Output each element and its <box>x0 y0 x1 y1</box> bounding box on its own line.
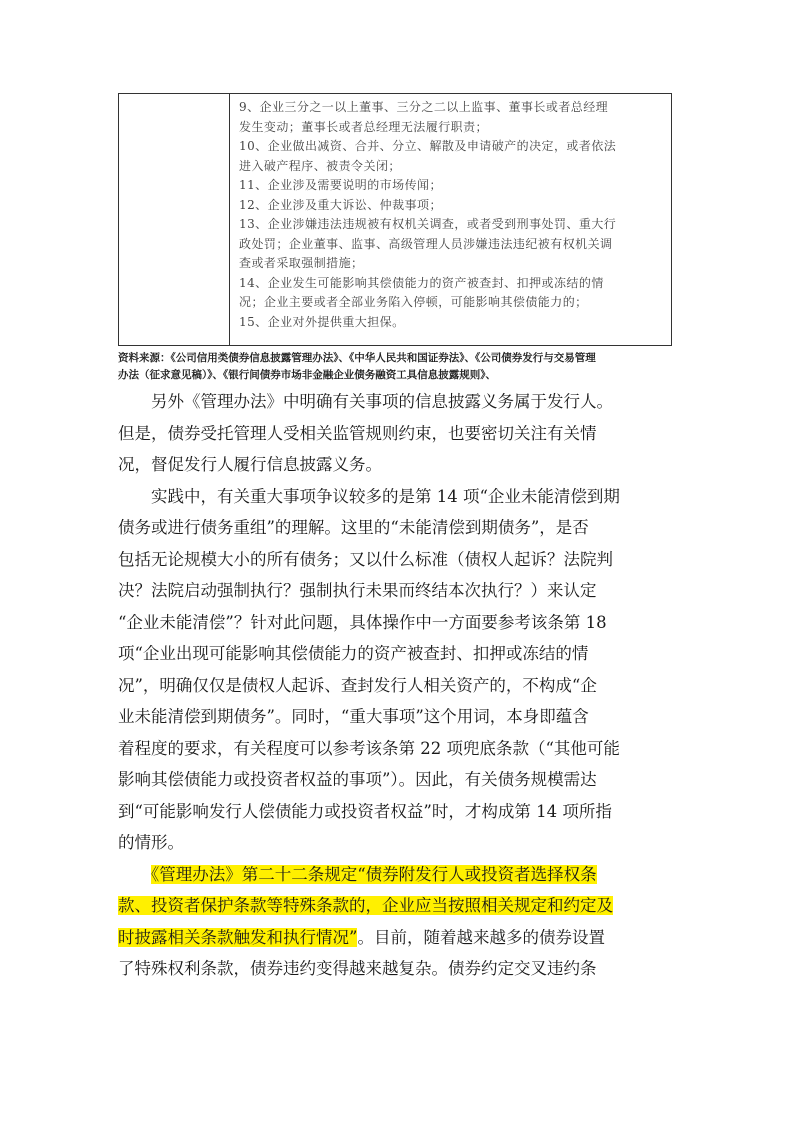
paragraph-3 <box>118 859 678 985</box>
source-note <box>118 350 678 384</box>
paragraph-2 <box>118 481 678 859</box>
text-line: 到“可能影响发行人偿债能力或投资者权益”时，才构成第 14 项所指 <box>118 801 612 821</box>
text-line: 着程度的要求，有关程度可以参考该条第 22 项兜底条款（“其他可能 <box>118 738 620 758</box>
source-line: 办法（征求意见稿）》、《银行间债券市场非金融企业债务融资工具信息披露规则》、 <box>118 369 496 381</box>
plain-text: 。目前，随着越来越多的债券设置 <box>357 927 605 947</box>
highlighted-text: 《管理办法》第二十二条规定“债券附发行人或投资者选择权条 <box>151 864 597 884</box>
text-line: 了特殊权利条款，债券违约变得越来越复杂。债券约定交叉违约条 <box>118 959 597 978</box>
text-line: 业未能清偿到期债务”。同时，“重大事项”这个用词，本身即蕴含 <box>118 707 589 726</box>
source-line: 资料来源：《公司信用类债券信息披露管理办法》、《中华人民共和国证券法》、《公司债券发行与交易管理 <box>118 352 596 364</box>
table-row: 政处罚；企业董事、监事、高级管理人员涉嫌违法违纪被有权机关调 <box>239 236 613 251</box>
indent <box>118 865 151 884</box>
table-left-cell <box>119 94 230 345</box>
table-right-cell <box>230 94 671 345</box>
text-line: 项“企业出现可能影响其偿债能力的资产被查封、扣押或冻结的情 <box>118 644 589 663</box>
paragraph-1 <box>118 386 678 481</box>
text-line: 但是，债券受托管理人受相关监管规则约束，也要密切关注有关情 <box>118 423 597 443</box>
table-row: 11、企业涉及需要说明的市场传闻； <box>239 178 442 192</box>
highlighted-text: 款、投资者保护条款等特殊条款的，企业应当按照相关规定和约定及 <box>118 896 613 915</box>
table-row: 13、企业涉嫌违法违规被有权机关调查，或者受到刑事处罚、重大行 <box>239 217 617 231</box>
highlighted-text: 时披露相关条款触发和执行情况” <box>118 927 358 947</box>
text-line: 的情形。 <box>118 833 184 852</box>
text-line: 债务或进行债务重组”的理解。这里的“未能清偿到期债务”，是否 <box>118 518 589 537</box>
table-row: 9、企业三分之一以上董事、三分之二以上监事、董事长或者总经理 <box>239 100 609 114</box>
text-line: 况”，明确仅仅是债权人起诉、查封发行人相关资产的，不构成“企 <box>118 675 597 695</box>
text-line: “企业未能清偿”？针对此问题，具体操作中一方面要参考该条第 18 <box>118 612 607 632</box>
text-line: 决？法院启动强制执行？强制执行未果而终结本次执行？）来认定 <box>118 581 597 600</box>
text-line: 包括无论规模大小的所有债务；又以什么标准（债权人起诉？法院判 <box>118 549 613 569</box>
table-row: 14、企业发生可能影响其偿债能力的资产被查封、扣押或冻结的情 <box>239 275 604 290</box>
disclosure-table <box>118 93 672 346</box>
table-row: 查或者采取强制措施； <box>239 256 364 270</box>
table-row: 发生变动；董事长或者总经理无法履行职责； <box>239 119 489 134</box>
text-line: 实践中，有关重大事项争议较多的是第 14 项“企业未能清偿到期 <box>118 486 620 506</box>
table-row: 12、企业涉及重大诉讼、仲裁事项； <box>239 197 442 212</box>
table-row: 进入破产程序、被责令关闭； <box>239 158 401 173</box>
table-row: 况；企业主要或者全部业务陷入停顿，可能影响其偿债能力的； <box>239 295 588 309</box>
body-text <box>118 386 678 985</box>
table-row: 10、企业做出减资、合并、分立、解散及申请破产的决定，或者依法 <box>239 139 617 153</box>
text-line: 况，督促发行人履行信息披露义务。 <box>118 455 382 474</box>
text-line <box>118 922 678 954</box>
text-line <box>118 859 678 891</box>
text-line <box>118 890 678 922</box>
text-line: 另外《管理办法》中明确有关事项的信息披露义务属于发行人。 <box>118 392 613 411</box>
table-row: 15、企业对外提供重大担保。 <box>239 314 405 329</box>
text-line: 影响其偿债能力或投资者权益的事项”）。因此，有关债务规模需达 <box>118 770 597 789</box>
